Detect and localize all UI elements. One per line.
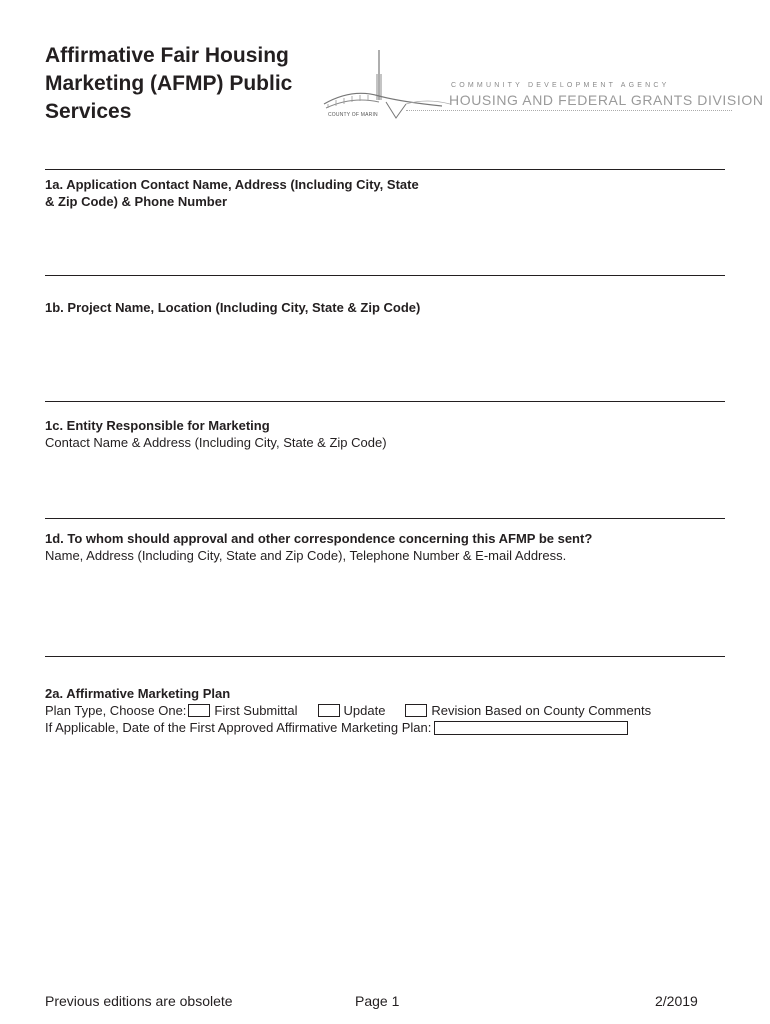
update-checkbox[interactable] (318, 704, 340, 717)
section-1d (45, 530, 725, 564)
divider-1d (45, 518, 725, 519)
section-1a-heading-line-2: & Zip Code) & Phone Number (45, 194, 227, 209)
section-2a-heading: 2a. Affirmative Marketing Plan (45, 686, 231, 701)
section-1b-heading: 1b. Project Name, Location (Including City, State & Zip Code) (45, 300, 421, 315)
section-1d-heading: 1d. To whom should approval and other correspondence concerning this AFMP be sent? (45, 531, 593, 546)
first-submittal-label: First Submittal (214, 703, 298, 718)
first-approved-date-label: If Applicable, Date of the First Approved Affirmative Marketing Plan: (45, 720, 432, 735)
form-title-line-2: Marketing (AFMP) Public (45, 72, 293, 95)
section-1b-answer-area[interactable] (45, 320, 725, 396)
section-1c (45, 417, 725, 451)
county-logo (322, 44, 764, 124)
revision-label: Revision Based on County Comments (431, 703, 652, 718)
form-title (45, 42, 335, 126)
section-1b (45, 299, 725, 316)
county-label: COUNTY OF MARIN (328, 112, 378, 118)
section-1d-answer-area[interactable] (45, 570, 725, 650)
first-approved-date-field[interactable] (434, 721, 628, 735)
section-1d-subtext: Name, Address (Including City, State and Zip Code), Telephone Number & E-mail Address. (45, 548, 567, 563)
section-1c-heading: 1c. Entity Responsible for Marketing (45, 418, 270, 433)
agency-name-small: COMMUNITY DEVELOPMENT AGENCY (451, 82, 670, 89)
section-1a (45, 176, 725, 210)
divider-2a (45, 656, 725, 657)
revision-checkbox[interactable] (405, 704, 427, 717)
logo-underline (406, 110, 732, 111)
first-submittal-checkbox[interactable] (188, 704, 210, 717)
footer-obsolete-note: Previous editions are obsolete (45, 993, 233, 1009)
form-title-line-3: Services (45, 100, 132, 123)
agency-division-name: HOUSING AND FEDERAL GRANTS DIVISION (449, 92, 764, 108)
footer-revision-date: 2/2019 (655, 993, 698, 1009)
form-title-line-1: Affirmative Fair Housing (45, 44, 289, 67)
divider-1a (45, 169, 725, 170)
section-1c-subtext: Contact Name & Address (Including City, State & Zip Code) (45, 435, 387, 450)
section-1a-heading-line-1: 1a. Application Contact Name, Address (Including City, State (45, 177, 419, 192)
section-1a-answer-area[interactable] (45, 212, 725, 272)
footer-page-number: Page 1 (355, 993, 400, 1009)
update-label: Update (343, 703, 386, 718)
section-2a (45, 685, 725, 736)
date-row (45, 719, 725, 736)
section-1c-answer-area[interactable] (45, 455, 725, 513)
divider-1c (45, 401, 725, 402)
plan-type-row (45, 702, 725, 719)
plan-type-label: Plan Type, Choose One: (45, 703, 187, 718)
divider-1b (45, 275, 725, 276)
